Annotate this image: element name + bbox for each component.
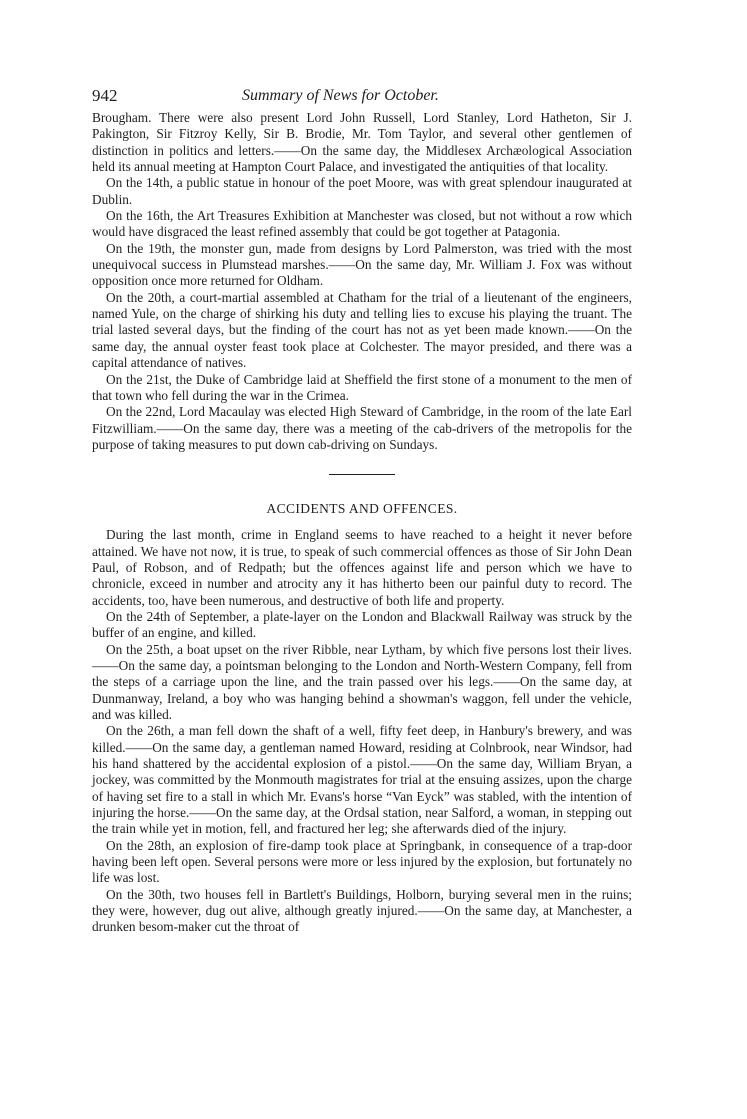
accidents-paragraph: On the 28th, an explosion of fire-damp took place at Springbank, in consequence of a trap-door having been left open. Several persons were more or less injured by the explosion, but fortunately no life was lost. [92, 837, 632, 886]
section-heading: ACCIDENTS AND OFFENCES. [266, 501, 458, 517]
summary-paragraph: On the 20th, a court-martial assembled at Chatham for the trial of a lieutenant of the engineers, named Yule, on the charge of shirking his duty and telling lies to excuse his playing the truant. The trial lasted several days, but the finding of the court has not as yet been made known.——On the same day, the annual oyster feast took place at Colchester. The mayor presided, and there was a capital attendance of natives. [92, 289, 632, 371]
accidents-section [92, 527, 632, 936]
section-divider [329, 474, 395, 475]
accidents-paragraph: On the 26th, a man fell down the shaft of a well, fifty feet deep, in Hanbury's brewery, and was killed.——On the same day, a gentleman named Howard, residing at Colnbrook, near Windsor, had his hand shattered by the accidental explosion of a pistol.——On the same day, William Bryan, a jockey, was committed by the Monmouth magistrates for trial at the ensuing assizes, upon the charge of having set fire to a stall in which Mr. Evans's horse “Van Eyck” was stabled, with the intention of injuring the horse.——On the same day, at the Ordsal station, near Salford, a woman, in stepping out the train while yet in motion, fell, and fractured her leg; she afterwards died of the injury. [92, 723, 632, 837]
summary-paragraph: On the 19th, the monster gun, made from designs by Lord Palmerston, was tried with the most unequivocal success in Plumstead marshes.——On the same day, Mr. William J. Fox was without opposition once more returned for Oldham. [92, 240, 632, 289]
summary-paragraph: On the 16th, the Art Treasures Exhibition at Manchester was closed, but not without a row which would have disgraced the least refined assembly that could be got together at Patagonia. [92, 208, 632, 240]
running-title: Summary of News for October. [242, 87, 439, 104]
accidents-paragraph: On the 30th, two houses fell in Bartlett's Buildings, Holborn, burying several men in the ruins; they were, however, dug out alive, although greatly injured.——On the same day, at Manchester, a drunken besom-maker cut the throat of [92, 886, 632, 935]
summary-paragraph: On the 22nd, Lord Macaulay was elected High Steward of Cambridge, in the room of the late Earl Fitzwilliam.——On the same day, there was a meeting of the cab-drivers of the metropolis for the purpose of taking measures to put down cab-driving on Sundays. [92, 404, 632, 452]
accidents-paragraph: During the last month, crime in England seems to have reached to a height it never before attained. We have not now, it is true, to speak of such commercial offences as those of Sir John Dean Paul, of Robson, and of Redpath; but the offences against life and person which we have to chronicle, exceed in number and atrocity any it has hitherto been our painful duty to record. The accidents, too, have been numerous, and destructive of both life and property. [92, 527, 632, 608]
page-number: 942 [92, 86, 118, 105]
running-head [92, 86, 632, 110]
accidents-paragraph: On the 24th of September, a plate-layer on the London and Blackwall Railway was struck by the buffer of an engine, and killed. [92, 608, 632, 641]
summary-paragraph: Brougham. There were also present Lord John Russell, Lord Stanley, Lord Hatheton, Sir J. Pakington, Sir Fitzroy Kelly, Sir B. Brodie, Mr. Tom Taylor, and several other gentlemen of distinction in politics and letters.——On the same day, the Middlesex Archæological Association held its annual meeting at Hampton Court Palace, and investigated the antiquities of that locality. [92, 110, 632, 175]
book-page [92, 86, 632, 936]
accidents-paragraph: On the 25th, a boat upset on the river Ribble, near Lytham, by which five persons lost their lives.——On the same day, a pointsman belonging to the London and North-Western Company, fell from the steps of a carriage upon the line, and the train passed over his legs.——On the same day, at Dunmanway, Ireland, a boy who was hanging behind a showman's waggon, fell under the vehicle, and was killed. [92, 641, 632, 722]
summary-paragraph: On the 21st, the Duke of Cambridge laid at Sheffield the first stone of a monument to the men of that town who fell during the war in the Crimea. [92, 371, 632, 403]
summary-section [92, 110, 632, 453]
summary-paragraph: On the 14th, a public statue in honour of the poet Moore, was with great splendour inaugurated at Dublin. [92, 175, 632, 207]
